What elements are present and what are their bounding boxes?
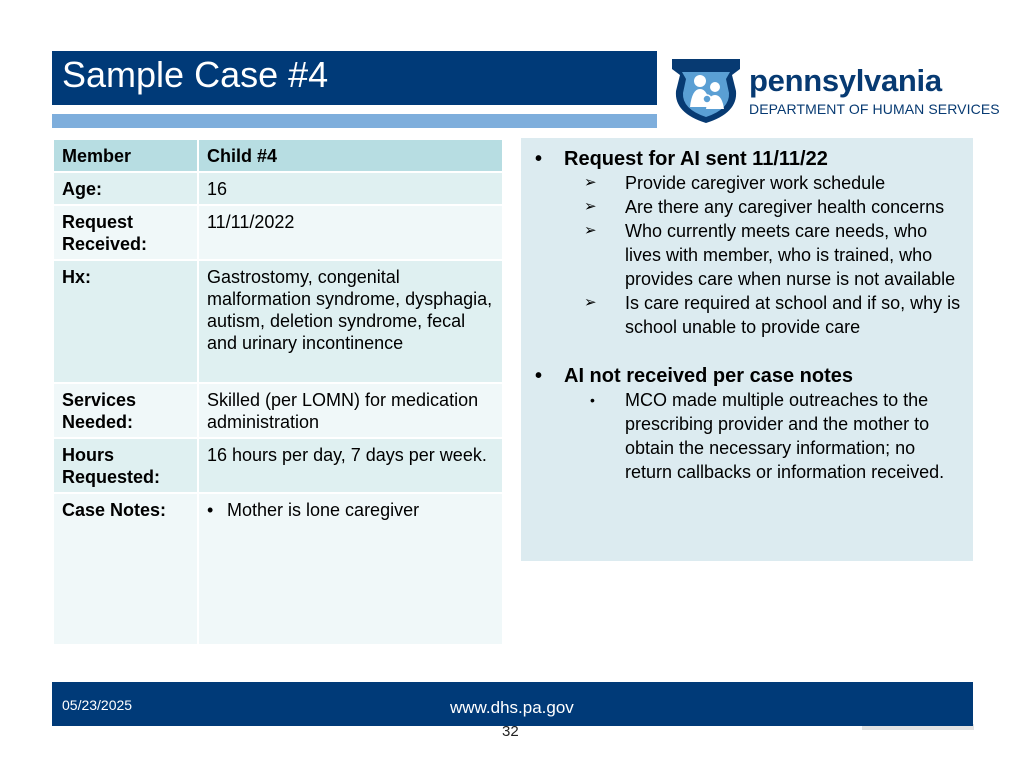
case-note-text: Mother is lone caregiver bbox=[227, 500, 420, 520]
list-item bbox=[582, 171, 963, 195]
arrow-bullet-icon: ➢ bbox=[584, 222, 597, 239]
row-label: Services Needed: bbox=[53, 383, 198, 438]
row-value: 16 hours per day, 7 days per week. bbox=[198, 438, 503, 493]
row-label: Case Notes: bbox=[53, 493, 198, 645]
list-item-text: MCO made multiple outreaches to the prescribing provider and the mother to obtain the necessary information; no return callbacks or information received. bbox=[625, 390, 945, 482]
footer-url: www.dhs.pa.gov bbox=[450, 698, 574, 717]
list-item bbox=[582, 219, 963, 291]
list-item bbox=[582, 195, 963, 219]
row-label: Request Received: bbox=[53, 205, 198, 260]
bullet-icon: • bbox=[535, 365, 543, 387]
table-row-request-received bbox=[53, 205, 503, 260]
arrow-bullet-icon: ➢ bbox=[584, 294, 597, 311]
row-value: 11/11/2022 bbox=[198, 205, 503, 260]
list-item-text: Provide caregiver work schedule bbox=[625, 173, 886, 193]
bullet-icon: • bbox=[535, 148, 543, 170]
logo-department: DEPARTMENT OF HUMAN SERVICES bbox=[749, 101, 1000, 117]
title-underline-bar bbox=[52, 114, 657, 128]
section-heading bbox=[531, 364, 963, 388]
footer-date: 05/23/2025 bbox=[62, 697, 133, 713]
header-label: Member bbox=[53, 139, 198, 172]
table-header-row bbox=[53, 139, 503, 172]
table-row-age bbox=[53, 172, 503, 205]
arrow-bullet-icon: ➢ bbox=[584, 174, 597, 191]
row-value bbox=[198, 493, 503, 645]
arrow-bullet-icon: ➢ bbox=[584, 198, 597, 215]
row-value: Skilled (per LOMN) for medication administration bbox=[198, 383, 503, 438]
table-row-hx bbox=[53, 260, 503, 383]
row-label: Hours Requested: bbox=[53, 438, 198, 493]
section-heading bbox=[531, 147, 963, 171]
keystone-family-icon bbox=[670, 55, 742, 125]
sub-list bbox=[582, 171, 963, 339]
sub-list bbox=[582, 388, 963, 484]
case-table bbox=[52, 138, 504, 646]
row-label: Hx: bbox=[53, 260, 198, 383]
list-item-text: Is care required at school and if so, why is school unable to provide care bbox=[625, 293, 961, 337]
slide-title: Sample Case #4 bbox=[52, 51, 657, 105]
pa-dhs-logo bbox=[670, 55, 1010, 125]
info-panel bbox=[521, 138, 973, 561]
table-row-case-notes bbox=[53, 493, 503, 645]
footer-bar bbox=[52, 682, 973, 726]
list-item bbox=[582, 291, 963, 339]
section-heading-text: Request for AI sent 11/11/22 bbox=[564, 148, 828, 170]
list-item-text: Are there any caregiver health concerns bbox=[625, 197, 945, 217]
bullet-icon: • bbox=[590, 392, 595, 408]
page-number: 32 bbox=[502, 723, 519, 740]
row-value: Gastrostomy, congenital malformation syndrome, dysphagia, autism, deletion syndrome, fecal and urinary incontinence bbox=[198, 260, 503, 383]
table-row-hours-requested bbox=[53, 438, 503, 493]
row-label: Age: bbox=[53, 172, 198, 205]
row-value: 16 bbox=[198, 172, 503, 205]
list-item-text: Who currently meets care needs, who lives with member, who is trained, who provides care when nurse is not available bbox=[625, 221, 956, 289]
table-row-services-needed bbox=[53, 383, 503, 438]
logo-wordmark: pennsylvania bbox=[749, 63, 942, 98]
header-value: Child #4 bbox=[198, 139, 503, 172]
section-heading-text: AI not received per case notes bbox=[564, 365, 854, 387]
bullet-icon: • bbox=[207, 500, 214, 520]
list-item bbox=[582, 388, 963, 484]
